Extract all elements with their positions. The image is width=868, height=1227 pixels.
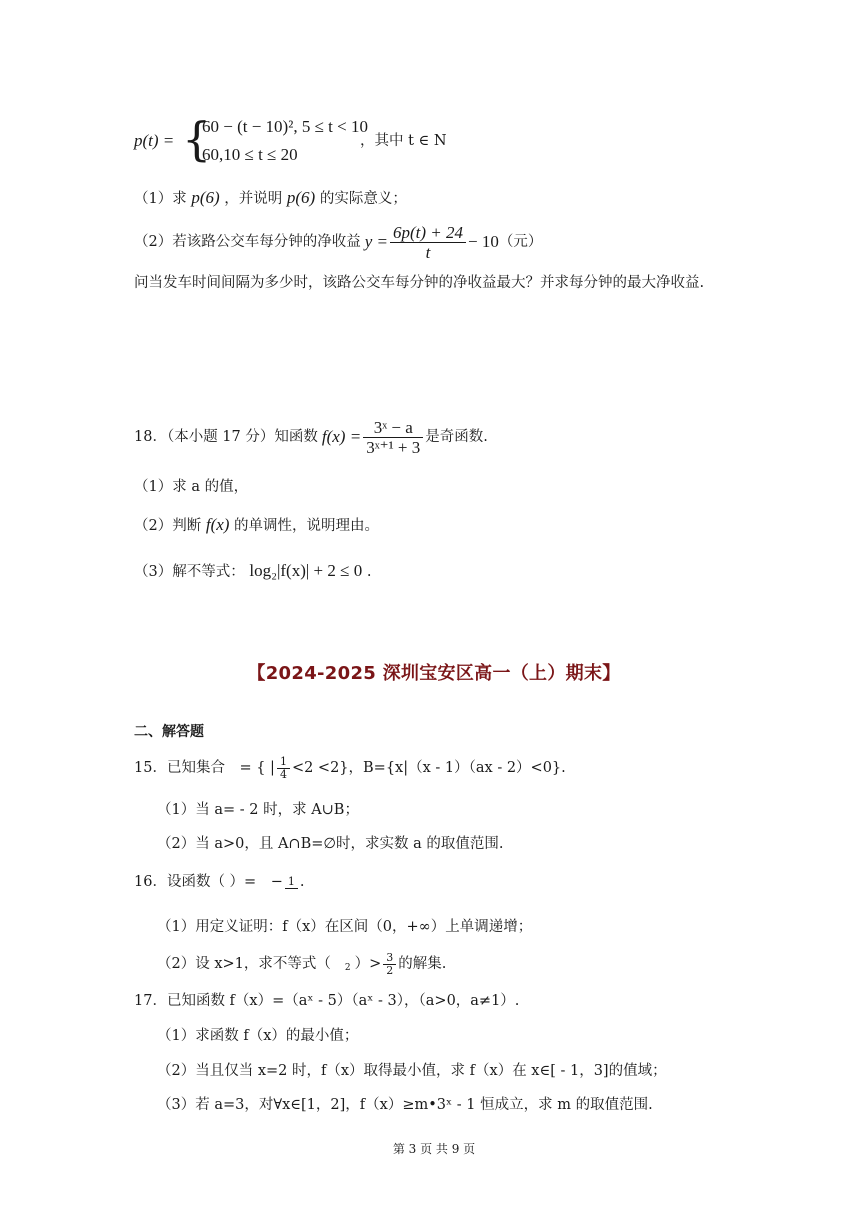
fraction <box>390 223 466 262</box>
question-17-part-1: （1）求函数 f（x）的最小值； <box>157 1028 359 1044</box>
question-17: 17．已知函数 f（x）=（aˣ - 5）（aˣ - 3），（a>0，a≠1）. <box>134 993 520 1009</box>
p-def-lhs: p(t) = <box>134 131 175 150</box>
unit: （元） <box>498 234 543 250</box>
text: （2）判断 <box>134 518 202 534</box>
text: 的单调性，说明理由。 <box>234 518 380 534</box>
question-18 <box>134 416 488 458</box>
question-15-part-1: （1）当 a= - 2 时，求 A∪B； <box>157 802 359 818</box>
case-1: 60 − (t − 10)², 5 ≤ t < 10 <box>202 117 368 136</box>
math-p6: p(6) <box>286 188 316 207</box>
question-18-part-2 <box>134 516 379 535</box>
text: （1）求 <box>134 191 187 207</box>
math-p6: p(6) <box>191 188 220 207</box>
piecewise-definition <box>134 114 554 170</box>
numerator: 3ˣ − a <box>363 418 423 438</box>
question-15-part-2: （2）当 a>0，且 A∩B=∅时，求实数 a 的取值范围. <box>157 836 504 852</box>
math-tail: − 10 <box>468 232 499 251</box>
question-16-part-2 <box>157 950 446 978</box>
denominator: 4 <box>279 767 287 781</box>
numerator: 6p(t) + 24 <box>390 223 466 243</box>
p-def-suffix: ，其中 t ∈ N <box>360 133 447 149</box>
numerator: 3 <box>383 952 396 965</box>
denominator: 2 <box>386 963 394 977</box>
text: . <box>299 874 305 890</box>
numerator: 1 <box>277 756 290 769</box>
question-17-part-2-line-2: 问当发车时间间隔为多少时，该路公交车每分钟的净收益最大？并求每分钟的最大净收益. <box>134 275 705 291</box>
text: 的解集. <box>398 956 447 972</box>
text: 15．已知集合 = { | <box>134 760 275 776</box>
question-18-part-1: （1）求 a 的值， <box>134 479 249 495</box>
text: （2）若该路公交车每分钟的净收益 <box>134 234 361 250</box>
text: （3）解不等式： <box>134 564 245 580</box>
text: （2）设 x>1，求不等式（ <box>157 956 331 972</box>
text: 的实际意义； <box>319 191 407 207</box>
question-17-part-3: （3）若 a=3，对∀x∈[1，2]，f（x）≥m•3ˣ - 1 恒成立，求 m 的取值范围. <box>157 1097 653 1113</box>
question-15 <box>134 752 566 784</box>
math-fx: f(x) <box>205 515 230 534</box>
numerator: 1 <box>285 876 298 889</box>
question-16 <box>134 868 304 896</box>
math-fx: f(x) = <box>321 427 362 446</box>
text: 是奇函数. <box>425 429 488 445</box>
text: 18．（本小题 17 分）知函数 <box>134 429 318 445</box>
case-2: 60,10 ≤ t ≤ 20 <box>202 145 298 164</box>
brace: { <box>182 112 212 166</box>
text: ，并说明 <box>224 191 283 207</box>
text: <2 <2}，B={x|（x - 1）（ax - 2）<0}. <box>291 760 566 776</box>
subheading: 二、解答题 <box>134 724 204 740</box>
fraction <box>363 418 423 457</box>
subscript: 2 <box>344 963 351 973</box>
fraction <box>277 756 290 781</box>
text: 16．设函数（ ）= − <box>134 874 283 890</box>
denominator: t <box>425 242 431 262</box>
math-inequality: log₂|f(x)| + 2 ≤ 0 <box>249 561 363 580</box>
text: . <box>366 564 372 580</box>
text: ）> <box>354 956 382 972</box>
question-18-part-3 <box>134 562 371 581</box>
question-16-part-1: （1）用定义证明：f（x）在区间（0，+∞）上单调递增； <box>157 919 533 935</box>
fraction <box>383 952 396 977</box>
question-17-part-2: （2）当且仅当 x=2 时，f（x）取得最小值，求 f（x）在 x∈[ - 1，3]的值域； <box>157 1063 667 1079</box>
question-17-part-1 <box>134 189 407 208</box>
page-footer: 第 3 页 共 9 页 <box>392 1142 476 1156</box>
fraction <box>285 876 298 889</box>
section-heading: 【2024-2025 深圳宝安区高一（上）期末】 <box>247 663 621 684</box>
math-y: y = <box>364 232 389 251</box>
denominator: 3ˣ⁺¹ + 3 <box>366 437 421 457</box>
question-17-part-2 <box>134 222 542 262</box>
